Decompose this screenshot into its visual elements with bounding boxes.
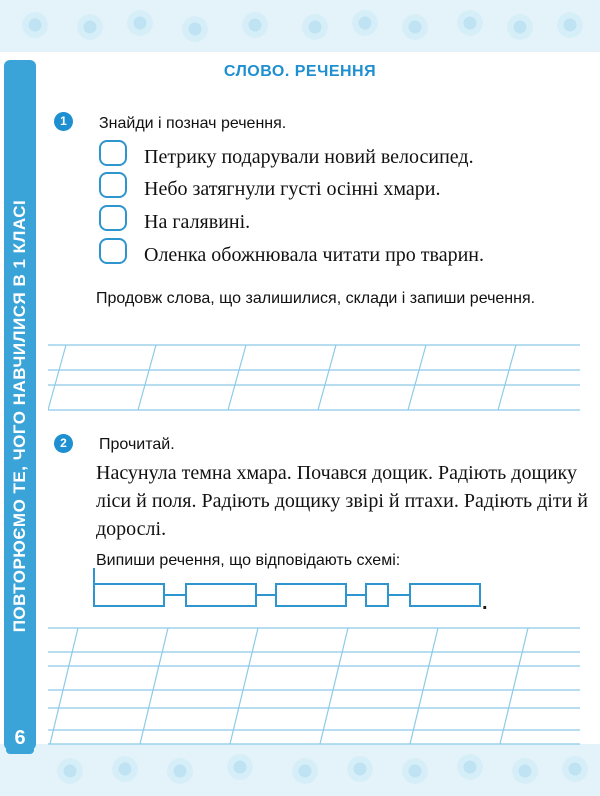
task-2-heading: Прочитай. xyxy=(99,436,175,453)
snail-icon xyxy=(125,8,155,38)
grass-icon xyxy=(555,10,585,40)
scheme-word-4 xyxy=(366,584,388,606)
side-section-label: ПОВТОРЮЄМО ТЕ, ЧОГО НАВЧИЛИСЯ В 1 КЛАСІ xyxy=(10,199,29,633)
flower-icon xyxy=(300,12,330,42)
scheme-word-5 xyxy=(410,584,480,606)
sentence-scheme xyxy=(90,566,500,616)
scheme-word-2 xyxy=(186,584,256,606)
reading-text: Насунула темна хмара. Почався дощик. Радіють дощику ліси й поля. Радіють дощику звірі й птахи. Радіють діти й дорослі. xyxy=(96,462,589,540)
flower-icon xyxy=(20,10,50,40)
flower-icon xyxy=(55,756,85,786)
flower-icon xyxy=(290,756,320,786)
task-1-instruction: Продовж слова, що залишилися, склади і запиши речення. xyxy=(96,290,536,307)
flower-icon xyxy=(350,8,380,38)
leaf-icon xyxy=(240,10,270,40)
grass-icon xyxy=(560,754,590,784)
writing-lines-1[interactable] xyxy=(48,340,582,414)
task-1-number-badge: 1 xyxy=(54,112,73,131)
bottom-decorative-border xyxy=(0,744,600,796)
flower-icon xyxy=(225,752,255,782)
scheme-period: . xyxy=(482,592,488,614)
page-title: СЛОВО. РЕЧЕННЯ xyxy=(223,63,377,80)
flower-icon xyxy=(455,752,485,782)
option-4-text: Оленка обожнювала читати про тварин. xyxy=(144,244,484,266)
task-1-heading: Знайди і познач речення. xyxy=(99,115,287,132)
top-decorative-border xyxy=(0,0,600,52)
option-4-checkbox[interactable] xyxy=(99,238,127,264)
flower-icon xyxy=(110,754,140,784)
writing-lines-2[interactable] xyxy=(48,620,582,748)
option-1-text: Петрику подарували новий велосипед. xyxy=(144,146,474,168)
option-2-checkbox[interactable] xyxy=(99,172,127,198)
option-1-checkbox[interactable] xyxy=(99,140,127,166)
page-number: 6 xyxy=(6,722,34,754)
scheme-word-1 xyxy=(94,584,164,606)
flower-icon xyxy=(75,12,105,42)
option-3-text: На галявині. xyxy=(144,211,251,233)
task-2-instruction: Випиши речення, що відповідають схемі: xyxy=(96,552,401,569)
flower-icon xyxy=(505,12,535,42)
flower-icon xyxy=(180,14,210,44)
flower-icon xyxy=(345,754,375,784)
scheme-word-3 xyxy=(276,584,346,606)
leaf-icon xyxy=(165,756,195,786)
hedgehog-icon xyxy=(400,756,430,786)
task-2-number-badge: 2 xyxy=(54,434,73,453)
flower-icon xyxy=(510,756,540,786)
option-3-checkbox[interactable] xyxy=(99,205,127,231)
option-2-text: Небо затягнули густі осінні хмари. xyxy=(144,178,441,200)
hedgehog-icon xyxy=(400,12,430,42)
flower-icon xyxy=(455,8,485,38)
